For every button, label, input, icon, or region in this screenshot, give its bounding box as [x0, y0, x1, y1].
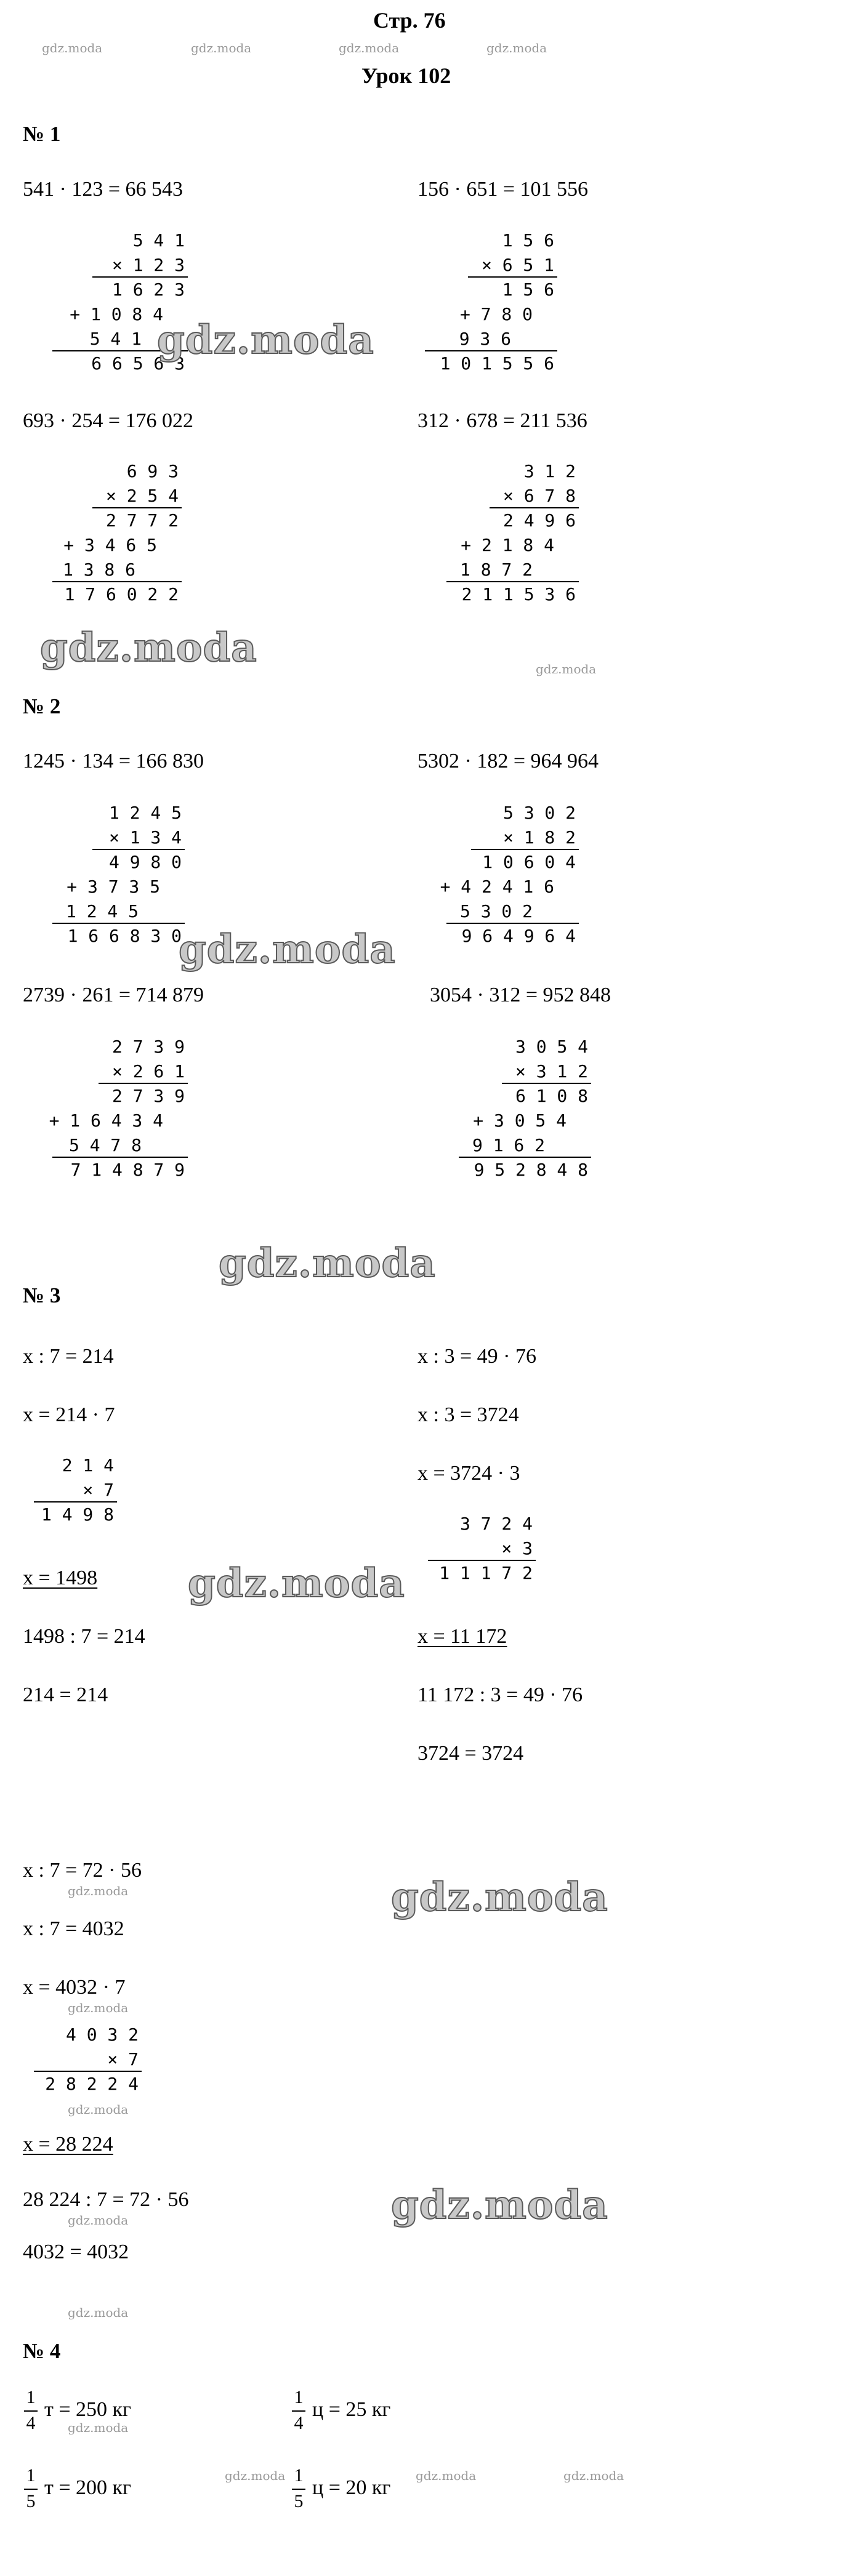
column-row: 7 1 4 8 7 9	[70, 1160, 185, 1180]
column-row: 6 1 0 8	[515, 1086, 588, 1106]
fraction-denominator: 5	[26, 2491, 36, 2511]
watermark: gdz.moda	[188, 1560, 405, 1607]
column-row: × 2 6 1	[111, 1061, 185, 1081]
column-multiplication	[25, 1456, 148, 1536]
column-multiplication	[413, 803, 597, 957]
fraction-numerator: 1	[26, 2465, 36, 2486]
answer: x = 11 172	[417, 1625, 507, 1648]
check-line: 214 = 214	[23, 1683, 108, 1706]
fraction-numerator: 1	[294, 2387, 304, 2407]
column-row: × 7	[107, 2049, 139, 2069]
column-row: 9 1 6 2	[472, 1135, 545, 1155]
fraction-bar	[24, 2489, 38, 2490]
watermark: gdz.moda	[179, 926, 396, 973]
equation: 2739 · 261 = 714 879	[23, 984, 204, 1006]
column-row: + 3 0 5 4	[473, 1110, 567, 1131]
column-row: 6 6 5 6 3	[91, 353, 185, 374]
column-row: 9 5 2 8 4 8	[474, 1160, 588, 1180]
fraction-bar	[292, 2410, 305, 2412]
column-row: 3 0 5 4	[515, 1037, 588, 1057]
equation: 693 · 254 = 176 022	[23, 409, 193, 432]
fraction-denominator: 4	[26, 2413, 36, 2433]
check-line: 3724 = 3724	[417, 1742, 524, 1765]
column-row: 2 1 4	[62, 1455, 114, 1475]
column-row: × 3 1 2	[515, 1061, 588, 1081]
equation: 541 · 123 = 66 543	[23, 178, 183, 201]
column-row: + 3 4 6 5	[63, 535, 157, 555]
check-line: 4032 = 4032	[23, 2241, 129, 2263]
watermark: gdz.moda	[68, 2102, 129, 2117]
column-row: 4 0 3 2	[65, 2024, 139, 2045]
conversion: т = 200 кг	[44, 2476, 131, 2499]
column-row: 9 6 4 9 6 4	[461, 926, 576, 946]
column-row: 1 5 6	[502, 279, 554, 300]
column-row: × 6 5 1	[481, 255, 554, 275]
equation-line: x : 3 = 49 · 76	[417, 1345, 536, 1368]
column-row: × 6 7 8	[502, 486, 576, 506]
column-row: 2 4 9 6	[502, 510, 576, 531]
watermark: gdz.moda	[225, 2468, 286, 2483]
column-row: 3 1 2	[523, 461, 576, 481]
watermark: gdz.moda	[536, 662, 597, 676]
column-row: 1 1 1 7 2	[439, 1563, 533, 1583]
column-row: 1 0 1 5 5 6	[440, 353, 554, 374]
watermark: gdz.moda	[68, 1884, 129, 1898]
watermark: gdz.moda	[68, 2305, 129, 2320]
column-row: 5 3 0 2	[459, 901, 533, 921]
column-row: × 1 3 4	[108, 827, 182, 848]
section-title-1: № 1	[23, 122, 61, 146]
equation-line: x : 7 = 4032	[23, 1917, 124, 1940]
conversion: т = 250 кг	[44, 2398, 131, 2421]
watermark: gdz.moda	[486, 41, 547, 55]
equation-line: x = 3724 · 3	[417, 1462, 520, 1485]
column-row: 2 7 7 2	[105, 510, 179, 531]
column-row: 1 0 6 0 4	[482, 852, 576, 872]
watermark: gdz.moda	[563, 2468, 624, 2483]
column-row: × 1 2 3	[111, 255, 185, 275]
watermark: gdz.moda	[68, 2213, 129, 2228]
column-row: + 4 2 4 1 6	[440, 877, 554, 897]
watermark: gdz.moda	[391, 2182, 608, 2228]
column-row: 2 7 3 9	[111, 1037, 185, 1057]
conversion: ц = 25 кг	[312, 2398, 391, 2421]
page-number: Стр. 76	[373, 8, 446, 33]
check-line: 11 172 : 3 = 49 · 76	[417, 1683, 583, 1706]
answer: x = 1498	[23, 1567, 98, 1589]
column-multiplication	[25, 2025, 160, 2105]
answer: x = 28 224	[23, 2133, 113, 2156]
column-multiplication	[425, 1037, 610, 1191]
column-row: × 3	[501, 1538, 533, 1559]
column-row: 5 3 0 2	[502, 803, 576, 823]
conversion: ц = 20 кг	[312, 2476, 391, 2499]
column-row: 2 8 2 2 4	[45, 2074, 139, 2094]
column-row: 4 9 8 0	[108, 852, 182, 872]
watermark: gdz.moda	[416, 2468, 477, 2483]
fraction-denominator: 4	[294, 2413, 304, 2433]
column-row: 6 9 3	[126, 461, 179, 481]
equation: 5302 · 182 = 964 964	[417, 750, 599, 772]
check-line: 1498 : 7 = 214	[23, 1625, 145, 1648]
column-row: 3 7 2 4	[459, 1514, 533, 1534]
watermark: gdz.moda	[40, 625, 257, 671]
watermark: gdz.moda	[339, 41, 400, 55]
column-row: + 1 6 4 3 4	[49, 1110, 163, 1131]
equation: 312 · 678 = 211 536	[417, 409, 587, 432]
column-row: 5 4 7 8	[68, 1135, 142, 1155]
column-row: × 2 5 4	[105, 486, 179, 506]
equation-line: x : 3 = 3724	[417, 1403, 519, 1426]
check-line: 28 224 : 7 = 72 · 56	[23, 2188, 189, 2211]
equation-line: x = 214 · 7	[23, 1403, 115, 1426]
column-row: × 1 8 2	[502, 827, 576, 848]
column-multiplication	[406, 462, 591, 616]
column-multiplication	[25, 1037, 209, 1191]
watermark: gdz.moda	[219, 1240, 436, 1286]
column-row: 1 2 4 5	[65, 901, 139, 921]
watermark: gdz.moda	[157, 317, 374, 363]
column-row: 1 7 6 0 2 2	[64, 584, 179, 604]
watermark: gdz.moda	[42, 41, 103, 55]
section-title-4: № 4	[23, 2339, 61, 2363]
column-row: 1 2 4 5	[108, 803, 182, 823]
equation-line: x = 4032 · 7	[23, 1976, 126, 1999]
equation: 1245 · 134 = 166 830	[23, 750, 204, 772]
fraction-bar	[292, 2489, 305, 2490]
equation-line: x : 7 = 72 · 56	[23, 1859, 142, 1882]
section-title-3: № 3	[23, 1283, 61, 1307]
lesson-title: Урок 102	[361, 63, 451, 88]
column-row: + 3 7 3 5	[67, 877, 160, 897]
column-row: 1 3 8 6	[62, 560, 135, 580]
column-row: × 7	[83, 1480, 114, 1500]
column-row: 5 4 1	[89, 329, 142, 349]
column-row: 1 5 6	[502, 230, 554, 251]
column-row: 1 6 2 3	[111, 279, 185, 300]
section-title-2: № 2	[23, 694, 61, 718]
column-row: 1 4 9 8	[41, 1504, 114, 1525]
fraction-bar	[24, 2410, 38, 2412]
column-row: + 1 0 8 4	[70, 304, 163, 324]
column-row: 1 8 7 2	[459, 560, 533, 580]
watermark: gdz.moda	[68, 2000, 129, 2015]
column-row: 9 3 6	[459, 329, 511, 349]
column-row: 1 6 6 8 3 0	[67, 926, 182, 946]
equation: 3054 · 312 = 952 848	[430, 984, 611, 1006]
equation-line: x : 7 = 214	[23, 1345, 114, 1368]
column-row: 2 7 3 9	[111, 1086, 185, 1106]
column-row: + 7 8 0	[459, 304, 533, 324]
column-row: + 2 1 8 4	[461, 535, 554, 555]
watermark: gdz.moda	[191, 41, 252, 55]
watermark: gdz.moda	[68, 2420, 129, 2435]
column-multiplication	[406, 231, 579, 385]
column-multiplication	[419, 1514, 554, 1594]
column-row: 2 1 1 5 3 6	[461, 584, 576, 604]
fraction-denominator: 5	[294, 2491, 304, 2511]
column-row: 5 4 1	[132, 230, 185, 251]
column-multiplication	[25, 462, 197, 616]
fraction-numerator: 1	[294, 2465, 304, 2486]
fraction-numerator: 1	[26, 2387, 36, 2407]
watermark: gdz.moda	[391, 1874, 608, 1920]
equation: 156 · 651 = 101 556	[417, 178, 588, 201]
